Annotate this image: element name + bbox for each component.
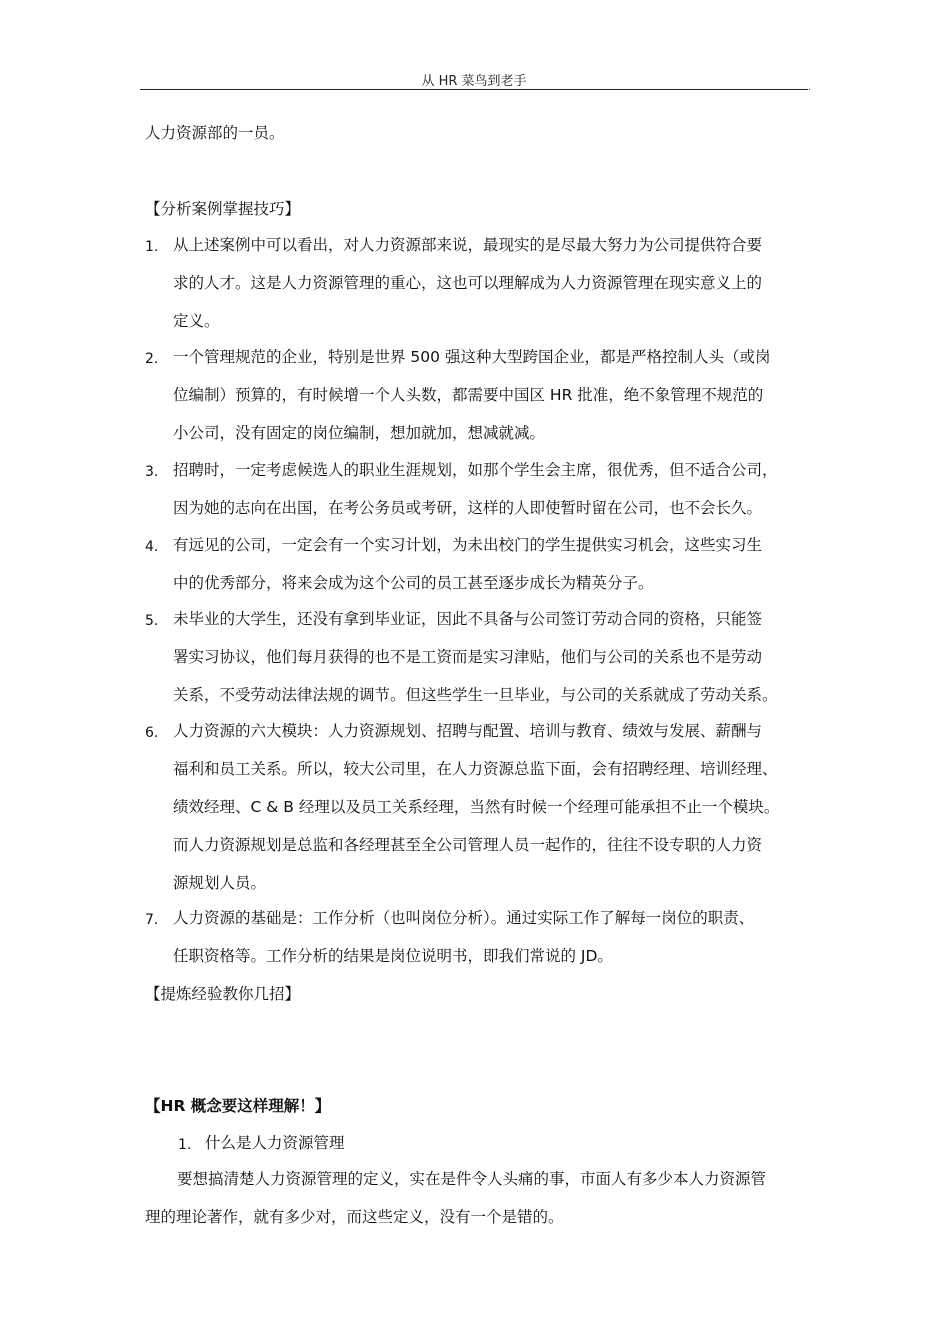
list-item-line: 而人力资源规划是总监和各经理甚至全公司管理人员一起作的，往往不设专职的人力资 [173,836,763,854]
header-divider [140,89,808,90]
list-item-line: 从上述案例中可以看出，对人力资源部来说，最现实的是尽最大努力为公司提供符合要 [173,236,763,254]
header-mark: . [808,82,812,93]
list-item-line: 小公司，没有固定的岗位编制，想加就加，想减就减。 [173,424,546,442]
section-heading-analysis: 【分析案例掌握技巧】 [145,200,301,218]
list-item-line: 福利和员工关系。所以，较大公司里，在人力资源总监下面，会有招聘经理、培训经理、 [173,760,778,778]
list-item-line: 源规划人员。 [173,874,267,892]
list-item-line: 人力资源的基础是：工作分析（也叫岗位分析）。通过实际工作了解每一岗位的职责、 [173,909,755,927]
list-item-line: 位编制）预算的，有时候增一个人头数，都需要中国区 HR 批准，绝不象管理不规范的 [173,386,764,404]
list-item-line: 因为她的志向在出国，在考公务员或考研，这样的人即使暂时留在公司，也不会长久。 [173,499,763,517]
list-item-number: 6. [145,725,159,741]
list-item-line: 定义。 [173,312,220,330]
intro-line: 人力资源部的一员。 [145,124,285,142]
list-item-line: 关系，不受劳动法律法规的调节。但这些学生一旦毕业，与公司的关系就成了劳动关系。 [173,686,778,704]
list-item-line: 求的人才。这是人力资源管理的重心，这也可以理解成为人力资源管理在现实意义上的 [173,274,763,292]
list-item-line: 招聘时，一定考虑候选人的职业生涯规划，如那个学生会主席，很优秀，但不适合公司， [173,461,778,479]
list-item-number: 3. [145,464,159,480]
list-item-line: 一个管理规范的企业，特别是世界 500 强这种大型跨国企业，都是严格控制人头（或岗 [173,348,771,366]
list-item-number: 1. [145,239,159,255]
list-item-number: 5. [145,613,159,629]
list-item-line: 绩效经理、C & B 经理以及员工关系经理，当然有时候一个经理可能承担不止一个模块。 [173,798,780,816]
paragraph-line: 理的理论著作，就有多少对，而这些定义，没有一个是错的。 [145,1208,564,1226]
list-item-line: 任职资格等。工作分析的结果是岗位说明书，即我们常说的 JD。 [173,947,613,965]
list-item-line: 未毕业的大学生，还没有拿到毕业证，因此不具备与公司签订劳动合同的资格，只能签 [173,610,763,628]
section-heading-hr-concepts: 【HR 概念要这样理解！】 [145,1097,331,1115]
running-header-title: 从 HR 菜鸟到老手 [421,74,527,89]
list-item-number: 4. [145,539,159,555]
list-item-line: 中的优秀部分，将来会成为这个公司的员工甚至逐步成长为精英分子。 [173,574,654,592]
list-item-number: 7. [145,912,159,928]
sub-item-title: 什么是人力资源管理 [205,1134,345,1152]
list-item-line: 有远见的公司，一定会有一个实习计划，为未出校门的学生提供实习机会，这些实习生 [173,536,763,554]
sub-item-number: 1. [178,1137,192,1153]
list-item-line: 署实习协议，他们每月获得的也不是工资而是实习津贴，他们与公司的关系也不是劳动 [173,648,763,666]
section-heading-tips: 【提炼经验教你几招】 [145,985,301,1003]
list-item-number: 2. [145,351,159,367]
paragraph-line: 要想搞清楚人力资源管理的定义，实在是件令人头痛的事，市面人有多少本人力资源管 [177,1170,767,1188]
list-item-line: 人力资源的六大模块：人力资源规划、招聘与配置、培训与教育、绩效与发展、薪酬与 [173,722,763,740]
